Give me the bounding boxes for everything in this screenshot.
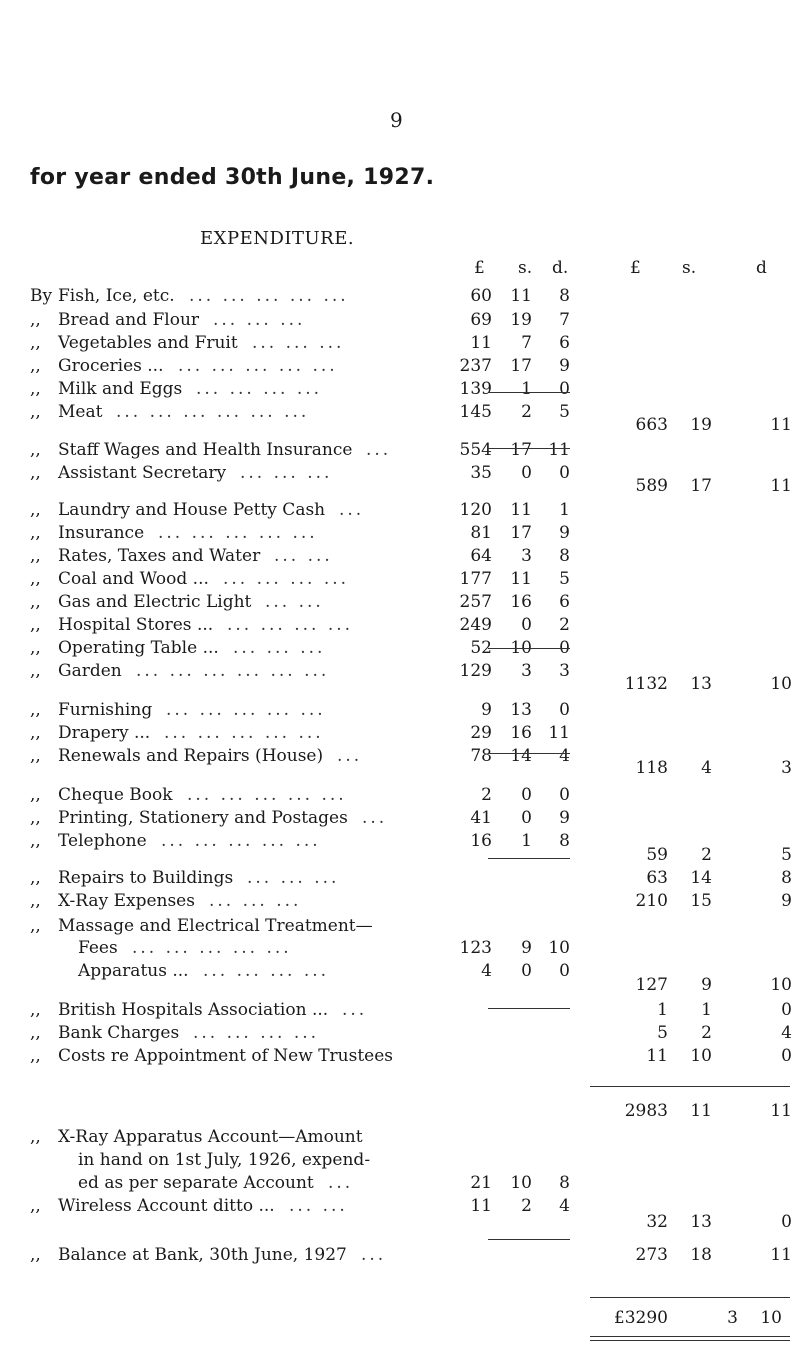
amount-pounds: 123 [459,938,492,958]
total-rule [590,1297,790,1298]
total-pence: 11 [770,415,792,435]
row-label: Laundry and House Petty Cash [58,500,326,520]
amount-pounds: 257 [459,592,492,612]
amount-pence: 0 [559,700,570,720]
amount-pence: 11 [548,723,570,743]
total-shillings: 11 [690,1101,712,1121]
col-head-b-pounds: £ [630,258,641,278]
amount-pounds: 554 [459,440,492,460]
amount-shillings: 11 [510,569,532,589]
leader-dots: ... [337,746,363,766]
row-label: British Hospitals Association ... [58,1000,329,1020]
leader-dots: ... ... ... [213,310,306,330]
amount-pence: 5 [559,569,570,589]
leader-dots: ... ... ... ... ... [164,723,324,743]
row-prefix: ,, [30,661,41,681]
row-label: Hospital Stores ... [58,615,214,635]
total-pence: 10 [770,975,792,995]
amount-shillings: 1 [521,379,532,399]
row-prefix: ,, [30,638,41,658]
col-head-b-shillings: s. [682,258,697,278]
amount-shillings: 0 [521,961,532,981]
row-label: Apparatus ... [78,961,189,981]
total-pence: 0 [781,1000,792,1020]
amount-pounds: 29 [470,723,492,743]
page-number: 9 [390,108,403,132]
leader-dots: ... [361,1245,387,1265]
leader-dots: ... ... [274,546,333,566]
amount-pounds: 2 [481,785,492,805]
amount-shillings: 10 [510,1173,532,1193]
amount-pounds: 16 [470,831,492,851]
amount-pounds: 64 [470,546,492,566]
leader-dots: ... ... ... ... ... ... [136,661,330,681]
total-shillings: 17 [690,476,712,496]
total-shillings: 18 [690,1245,712,1265]
amount-shillings: 11 [510,286,532,306]
row-label: Rates, Taxes and Water [58,546,261,566]
row-prefix: ,, [30,868,41,888]
amount-pounds: 11 [470,1196,492,1216]
amount-pence: 11 [548,440,570,460]
amount-pounds: 21 [470,1173,492,1193]
leader-dots: ... ... ... ... ... [166,700,326,720]
row-label: Drapery ... [58,723,151,743]
row-label: Insurance [58,523,145,543]
amount-pounds: 9 [481,700,492,720]
total-pounds: 59 [646,845,668,865]
leader-dots: ... ... [289,1196,348,1216]
amount-shillings: 14 [510,746,532,766]
row-label: Furnishing [58,700,153,720]
grand-total-shillings: 3 [727,1308,738,1328]
row-label: Fees [78,938,118,958]
amount-shillings: 16 [510,723,532,743]
total-pence: 8 [781,868,792,888]
amount-pence: 9 [559,356,570,376]
total-pounds: 32 [646,1212,668,1232]
amount-shillings: 9 [521,938,532,958]
total-pence: 0 [781,1212,792,1232]
col-head-b-pence: d [756,258,767,278]
row-prefix: ,, [30,402,41,422]
amount-pence: 7 [559,310,570,330]
row-prefix: ,, [30,463,41,483]
row-prefix: ,, [30,569,41,589]
page-heading: for year ended 30th June, 1927. [30,165,435,190]
leader-dots: ... [339,500,365,520]
subtotal-rule [488,753,570,754]
row-prefix: ,, [30,615,41,635]
row-label: Wireless Account ditto ... [58,1196,275,1216]
amount-pounds: 120 [459,500,492,520]
amount-pounds: 69 [470,310,492,330]
row-label: Cheque Book [58,785,173,805]
row-prefix: By [30,286,53,306]
leader-dots: ... ... ... ... ... ... [116,402,310,422]
amount-pounds: 41 [470,808,492,828]
row-label: Repairs to Buildings [58,868,234,888]
row-prefix: ,, [30,891,41,911]
leader-dots: ... ... ... [209,891,302,911]
amount-pence: 9 [559,523,570,543]
amount-shillings: 0 [521,808,532,828]
total-pounds: 11 [646,1046,668,1066]
total-shillings: 10 [690,1046,712,1066]
amount-pounds: 35 [470,463,492,483]
leader-dots: ... ... ... ... ... [187,785,347,805]
total-pounds: 210 [635,891,668,911]
amount-pence: 4 [559,1196,570,1216]
leader-dots: ... ... ... ... [203,961,330,981]
leader-dots: ... ... ... ... [193,1023,320,1043]
amount-pence: 5 [559,402,570,422]
row-prefix: ,, [30,700,41,720]
row-label: Meat [58,402,103,422]
row-prefix: ,, [30,310,41,330]
total-pounds: 1132 [624,674,668,694]
leader-dots: ... ... ... ... [223,569,350,589]
amount-pence: 9 [559,808,570,828]
row-label: Bread and Flour [58,310,200,330]
amount-pounds: 11 [470,333,492,353]
amount-shillings: 19 [510,310,532,330]
row-prefix: ,, [30,1245,41,1265]
amount-pounds: 81 [470,523,492,543]
grand-total-pence: 10 [760,1308,782,1328]
amount-pounds: 249 [459,615,492,635]
row-label: Coal and Wood ... [58,569,209,589]
total-pounds: 127 [635,975,668,995]
amount-shillings: 3 [521,661,532,681]
total-pounds: 63 [646,868,668,888]
amount-shillings: 10 [510,638,532,658]
row-label: Telephone [58,831,147,851]
row-prefix: ,, [30,808,41,828]
section-title: EXPENDITURE. [200,228,355,249]
leader-dots: ... ... [265,592,324,612]
subtotal-rule [488,1008,570,1009]
leader-dots: ... ... ... ... ... [161,831,321,851]
row-prefix: ,, [30,500,41,520]
amount-pounds: 177 [459,569,492,589]
row-prefix: ,, [30,356,41,376]
total-shillings: 9 [701,975,712,995]
amount-shillings: 11 [510,500,532,520]
leader-dots: ... ... ... [247,868,340,888]
amount-pounds: 139 [459,379,492,399]
total-shillings: 14 [690,868,712,888]
row-label: Renewals and Repairs (House) [58,746,324,766]
leader-dots: ... ... ... ... ... [158,523,318,543]
total-pence: 9 [781,891,792,911]
amount-pounds: 129 [459,661,492,681]
total-shillings: 2 [701,1023,712,1043]
row-label: Milk and Eggs [58,379,183,399]
amount-pence: 8 [559,1173,570,1193]
leader-dots: ... [342,1000,368,1020]
subtotal-rule [488,392,570,393]
amount-pounds: 4 [481,961,492,981]
row-prefix: ,, [30,831,41,851]
amount-shillings: 13 [510,700,532,720]
row-prefix: ,, [30,1023,41,1043]
leader-dots: ... ... ... ... ... [189,286,349,306]
amount-pence: 8 [559,831,570,851]
subtotal-rule [488,858,570,859]
row-label: in hand on 1st July, 1926, expend- [78,1150,371,1170]
row-label: Balance at Bank, 30th June, 1927 [58,1245,347,1265]
leader-dots: ... [328,1173,354,1193]
total-pence: 3 [781,758,792,778]
col-head-a-pence: d. [552,258,569,278]
amount-pounds: 78 [470,746,492,766]
row-label: Staff Wages and Health Insurance [58,440,353,460]
row-prefix: ,, [30,546,41,566]
total-shillings: 15 [690,891,712,911]
amount-shillings: 7 [521,333,532,353]
leader-dots: ... ... ... ... ... [178,356,338,376]
total-shillings: 13 [690,1212,712,1232]
row-label: Operating Table ... [58,638,219,658]
row-label: X-Ray Apparatus Account—Amount [58,1127,363,1147]
amount-pence: 4 [559,746,570,766]
leader-dots: ... ... ... [240,463,333,483]
amount-pence: 8 [559,286,570,306]
total-pounds: 663 [635,415,668,435]
row-prefix: ,, [30,333,41,353]
row-label: Printing, Stationery and Postages [58,808,348,828]
subtotal-rule [488,1239,570,1240]
total-pence: 4 [781,1023,792,1043]
total-pence: 10 [770,674,792,694]
amount-pence: 2 [559,615,570,635]
amount-shillings: 17 [510,523,532,543]
amount-shillings: 3 [521,546,532,566]
row-label: X-Ray Expenses [58,891,195,911]
amount-shillings: 0 [521,615,532,635]
subtotal-rule [488,648,570,649]
row-prefix: ,, [30,723,41,743]
amount-pounds: 52 [470,638,492,658]
row-label: Massage and Electrical Treatment— [58,916,373,936]
grand-total-double-rule [590,1336,790,1341]
total-pounds: 273 [635,1245,668,1265]
total-pounds: 118 [635,758,668,778]
total-shillings: 2 [701,845,712,865]
amount-pounds: 60 [470,286,492,306]
row-prefix: ,, [30,379,41,399]
total-pence: 5 [781,845,792,865]
leader-dots: ... [366,440,392,460]
row-prefix: ,, [30,592,41,612]
amount-shillings: 17 [510,440,532,460]
row-label: Bank Charges [58,1023,180,1043]
col-head-a-pounds: £ [474,258,485,278]
amount-pence: 8 [559,546,570,566]
row-prefix: ,, [30,746,41,766]
amount-pence: 0 [559,785,570,805]
row-prefix: ,, [30,785,41,805]
total-pounds: 5 [657,1023,668,1043]
amount-shillings: 17 [510,356,532,376]
row-label: Groceries ... [58,356,164,376]
amount-pence: 1 [559,500,570,520]
amount-pence: 0 [559,961,570,981]
amount-shillings: 1 [521,831,532,851]
total-pence: 11 [770,476,792,496]
total-shillings: 4 [701,758,712,778]
row-label: Costs re Appointment of New Trustees [58,1046,394,1066]
total-pounds: 589 [635,476,668,496]
amount-pence: 6 [559,333,570,353]
row-prefix: ,, [30,916,41,936]
amount-shillings: 0 [521,463,532,483]
total-pence: 0 [781,1046,792,1066]
row-label: Vegetables and Fruit [58,333,238,353]
amount-pence: 6 [559,592,570,612]
row-label: Assistant Secretary [58,463,227,483]
leader-dots: ... ... ... [233,638,326,658]
total-shillings: 1 [701,1000,712,1020]
amount-shillings: 2 [521,402,532,422]
grand-total-pounds: £3290 [613,1308,668,1328]
amount-pence: 0 [559,379,570,399]
subtotal-rule [488,448,570,449]
total-rule [590,1086,790,1087]
leader-dots: ... ... ... ... ... [132,938,292,958]
row-label: ed as per separate Account [78,1173,314,1193]
leader-dots: ... ... ... ... [227,615,354,635]
total-pence: 11 [770,1245,792,1265]
amount-pence: 0 [559,463,570,483]
row-prefix: ,, [30,440,41,460]
col-head-a-shillings: s. [518,258,533,278]
leader-dots: ... ... ... ... [196,379,323,399]
row-prefix: ,, [30,1000,41,1020]
amount-shillings: 0 [521,785,532,805]
amount-shillings: 16 [510,592,532,612]
row-prefix: ,, [30,523,41,543]
leader-dots: ... [362,808,388,828]
total-pounds: 2983 [624,1101,668,1121]
row-label: Gas and Electric Light [58,592,252,612]
total-shillings: 13 [690,674,712,694]
leader-dots: ... ... ... [252,333,345,353]
total-shillings: 19 [690,415,712,435]
row-label: Fish, Ice, etc. [58,286,175,306]
amount-pence: 3 [559,661,570,681]
amount-pence: 10 [548,938,570,958]
amount-pounds: 237 [459,356,492,376]
amount-pence: 0 [559,638,570,658]
row-prefix: ,, [30,1127,41,1147]
total-pounds: 1 [657,1000,668,1020]
amount-pounds: 145 [459,402,492,422]
row-label: Garden [58,661,122,681]
row-prefix: ,, [30,1046,41,1066]
total-pence: 11 [770,1101,792,1121]
amount-shillings: 2 [521,1196,532,1216]
row-prefix: ,, [30,1196,41,1216]
